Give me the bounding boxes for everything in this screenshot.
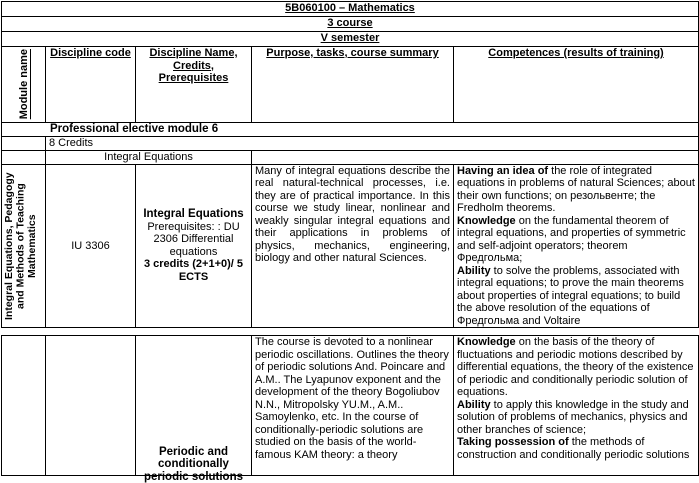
discipline-name-cell — [136, 164, 252, 328]
competence-1: Having an idea of the role of integrated equations in problems of natural Sciences; about their own functions; on резольвенте; the Fredholm theorems. — [457, 165, 695, 215]
empty-subtitle-left — [2, 150, 46, 164]
competence-2-1: Knowledge on the basis of the theory of fluctuations and periodic motions described by differential equations, the theory of the existence of periodic and conditionally periodic solution of equations. — [457, 336, 695, 399]
program-code-cell — [2, 2, 699, 17]
discipline-name-header-cell — [136, 47, 252, 123]
discipline-prerequisites: Prerequisites: : DU 2306 Differential equations — [139, 221, 248, 259]
course-label: 3 course — [327, 17, 372, 29]
module-vertical-name: Integral Equations, Pedagogy and Methods of Teaching Mathematics — [4, 171, 44, 321]
competences-cell-2 — [454, 336, 699, 476]
discipline-name-cell-2 — [136, 336, 252, 476]
course-cell — [2, 17, 699, 32]
competence-2: Knowledge on the fundamental theorem of integral equations, and properties of symmetric and self-adjoint operators; theorem Фредгольма; — [457, 215, 695, 265]
purpose-text-2: The course is devoted to a nonlinear periodic oscillations. Outlines the theory of periodic solutions And. Poincare and A.M.. The Lyapunov exponent and the development of the theory Bogoliubov N.N., Mitropolsky YU.M., A.M.. Samoylenko, etc. In the course of conditionally-periodic solutions are studied on the basis of the world-famous KAM theory: a theory — [255, 336, 449, 461]
discipline-name-header: Discipline Name, Credits, Prerequisites — [149, 47, 237, 84]
subtitle-cell — [46, 150, 252, 164]
discipline-credits: 3 credits (2+1+0)/ 5 ECTS — [139, 258, 248, 283]
discipline-code-cell — [46, 164, 136, 328]
discipline-code-header: Discipline code — [50, 47, 131, 59]
competences-header: Competences (results of training) — [488, 47, 663, 59]
module-subtitle: Integral Equations — [104, 151, 193, 163]
competence-2-2: Ability to apply this knowledge in the study and solution of problems of mechanics, physics and other branches of science; — [457, 399, 695, 437]
discipline-code: IU 3306 — [71, 240, 110, 252]
discipline-name-2: Periodic and conditionally periodic solutions — [139, 446, 248, 483]
purpose-text: Many of integral equations describe the real natural-technical processes, i.e. they are of practical importance. In this course we study linear, nonlinear and weakly singular integral equations and their applications in problems of physics, mechanics, engineering, biology and other natural Sciences. — [255, 165, 450, 265]
module-name-header-cell — [2, 47, 46, 123]
competence-3: Ability to solve the problems, associated with integral equations; to prove the main theorems about properties of integral equations; to build the above resolution of the equations of Фредгольма and Voltaire — [457, 265, 695, 328]
module-title: Professional elective module 6 — [50, 123, 218, 135]
competences-header-cell — [454, 47, 699, 123]
empty-code-cell-2 — [46, 336, 136, 476]
module-title-cell — [2, 123, 699, 137]
empty-subtitle-right — [252, 150, 699, 164]
purpose-cell — [252, 164, 454, 328]
semester-label: V semester — [321, 32, 380, 44]
purpose-header: Purpose, tasks, course summary — [266, 47, 438, 59]
purpose-cell-2 — [252, 336, 454, 476]
module-name-header: Module name — [18, 49, 30, 119]
discipline-code-header-cell — [46, 47, 136, 123]
credits-cell — [46, 137, 699, 151]
module-vertical-cell — [2, 164, 46, 328]
program-code-title: 5B060100 – Mathematics — [285, 2, 415, 14]
spacer-row — [2, 328, 699, 336]
discipline-name: Integral Equations — [139, 208, 248, 221]
semester-cell — [2, 32, 699, 47]
module-credits: 8 Credits — [49, 137, 93, 149]
competence-2-3: Taking possession of the methods of construction and conditionally periodic solutions — [457, 436, 695, 461]
empty-credits-left — [2, 137, 46, 151]
purpose-header-cell — [252, 47, 454, 123]
curriculum-table — [1, 1, 699, 476]
empty-module-cell-2 — [2, 336, 46, 476]
competences-cell — [454, 164, 699, 328]
